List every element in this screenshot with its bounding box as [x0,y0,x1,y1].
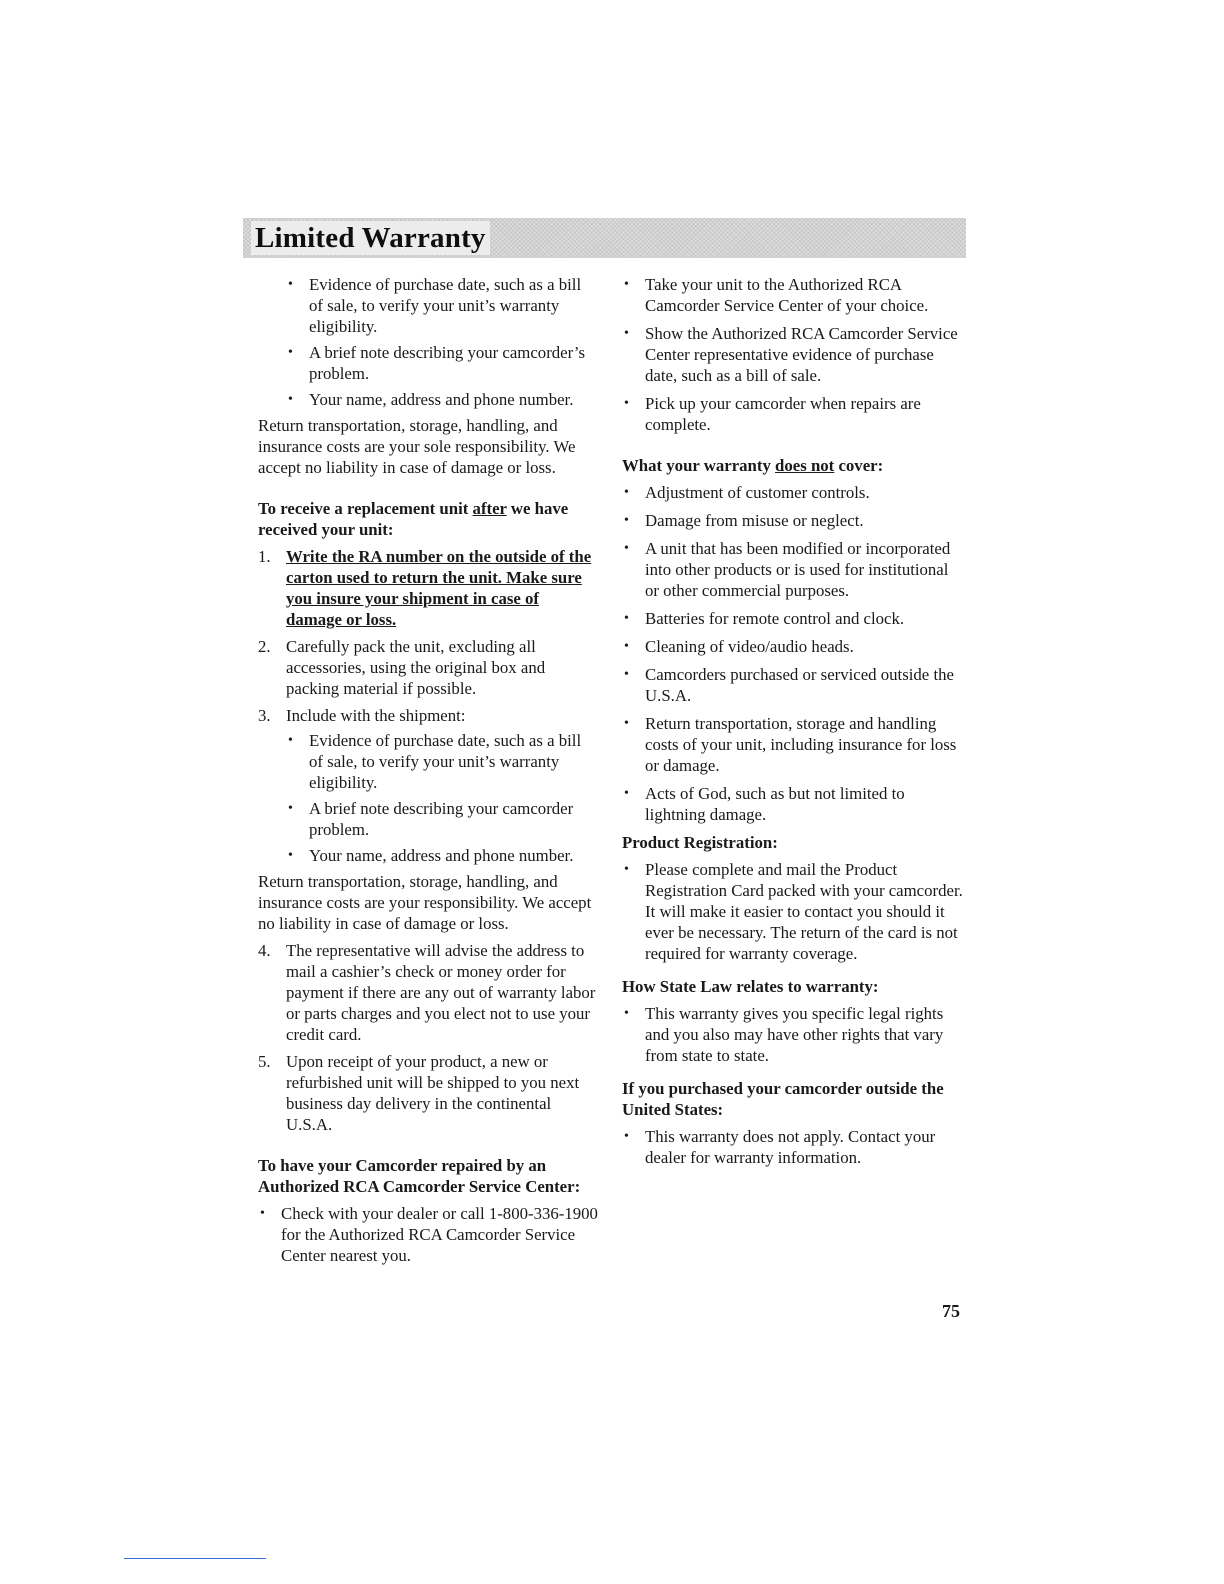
list-item: • Check with your dealer or call 1-800-336-1900 for the Authorized RCA Camcorder Service Center nearest you. [258,1203,598,1266]
state-law-list [622,1003,964,1066]
list-item: • This warranty does not apply. Contact your dealer for warranty information. [622,1126,964,1168]
heading-text: What your warranty [622,456,776,475]
list-item: • Batteries for remote control and clock. [622,608,964,629]
list-item: • Pick up your camcorder when repairs are complete. [622,393,964,435]
responsibility-note: Return transportation, storage, handling, and insurance costs are your sole responsibility. We accept no liability in case of damage or loss. [258,416,576,477]
not-covered-list [622,482,964,825]
list-item: • Your name, address and phone number. [286,845,598,866]
heading-text: To receive a replacement unit [258,499,473,518]
heading-text: we have received your unit: [258,499,569,539]
list-item: • Acts of God, such as but not limited to lightning damage. [622,783,964,825]
registration-list [622,859,964,964]
list-item: • Take your unit to the Authorized RCA Camcorder Service Center of your choice. [622,274,964,316]
list-item: • This warranty gives you specific legal rights and you also may have other rights that vary from state to state. [622,1003,964,1066]
heading-emphasis: does not [775,456,835,475]
list-item: • Cleaning of video/audio heads. [622,636,964,657]
list-item: • Please complete and mail the Product Registration Card packed with your camcorder. It will make it easier to contact you should it ever be necessary. The return of the card is not required for warranty coverage. [622,859,964,964]
step-number: 2. [258,637,271,656]
replacement-heading [258,498,598,540]
repair-bullet-list [258,1203,598,1266]
list-item: • Damage from misuse or neglect. [622,510,964,531]
step-item [258,705,598,726]
section-banner [243,218,966,258]
list-item: • Return transportation, storage and handling costs of your unit, including insurance for loss or damage. [622,713,964,776]
step-number: 1. [258,547,271,566]
outside-us-list [622,1126,964,1168]
step-item [258,636,598,699]
repair-steps-list [622,274,964,435]
replacement-steps [258,546,598,726]
step-number: 5. [258,1052,271,1071]
list-item: • Evidence of purchase date, such as a bill of sale, to verify your unit’s warranty eligibility. [286,730,598,793]
list-item: • Show the Authorized RCA Camcorder Service Center representative evidence of purchase date, such as a bill of sale. [622,323,964,386]
step-number: 3. [258,706,271,725]
page-title: Limited Warranty [251,221,490,255]
step-item [258,1051,598,1135]
repair-heading: To have your Camcorder repaired by an Authorized RCA Camcorder Service Center: [258,1156,581,1196]
step-item [258,546,598,630]
step-text: Carefully pack the unit, excluding all accessories, using the original box and packing material if possible. [286,637,546,698]
responsibility-note: Return transportation, storage, handling, and insurance costs are your responsibility. We accept no liability in case of damage or loss. [258,872,592,933]
heading-emphasis: after [472,499,507,518]
registration-heading: Product Registration: [622,833,778,852]
list-item: • Camcorders purchased or serviced outside the U.S.A. [622,664,964,706]
list-item: • Evidence of purchase date, such as a bill of sale, to verify your unit’s warranty eligibility. [286,274,598,337]
step-text: The representative will advise the address to mail a cashier’s check or money order for payment if there are any out of warranty labor or parts charges and you elect not to use your credit card. [286,941,596,1044]
outside-us-heading: If you purchased your camcorder outside the United States: [622,1079,944,1119]
replacement-steps-continued [258,940,598,1135]
left-column [258,274,598,1273]
list-item: • Your name, address and phone number. [286,389,598,410]
state-law-heading: How State Law relates to warranty: [622,977,879,996]
step-number: 4. [258,941,271,960]
not-covered-heading [622,455,964,476]
shipment-bullet-list [258,730,598,866]
top-bullet-list [258,274,598,410]
list-item: • A brief note describing your camcorder problem. [286,798,598,840]
step-item [258,940,598,1045]
list-item: • A unit that has been modified or incorporated into other products or is used for institutional or other commercial purposes. [622,538,964,601]
step-text: Write the RA number on the outside of the carton used to return the unit. Make sure you insure your shipment in case of damage or loss. [286,547,592,629]
list-item: • Adjustment of customer controls. [622,482,964,503]
page-number: 75 [942,1301,960,1321]
heading-text: cover: [834,456,884,475]
footer-divider [124,1558,266,1559]
step-text: Include with the shipment: [286,706,466,725]
list-item: • A brief note describing your camcorder’s problem. [286,342,598,384]
step-text: Upon receipt of your product, a new or refurbished unit will be shipped to you next business day delivery in the continental U.S.A. [286,1052,580,1134]
right-column [622,274,964,1175]
